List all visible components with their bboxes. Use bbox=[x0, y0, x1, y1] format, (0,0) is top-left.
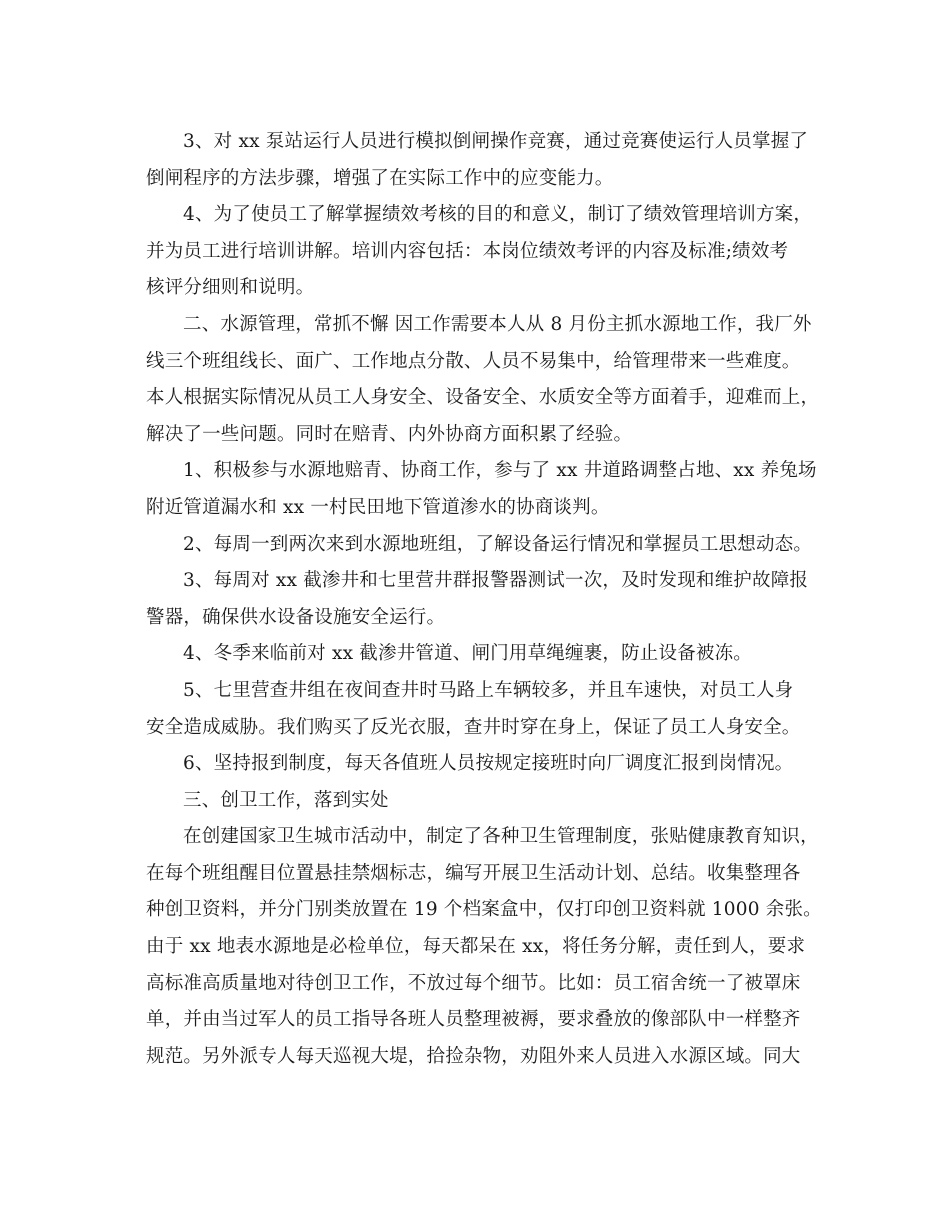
paragraph-line: 本人根据实际情况从员工人身安全、设备安全、水质安全等方面着手，迎难而上， bbox=[146, 387, 820, 409]
paragraph-line: 倒闸程序的方法步骤，增强了在实际工作中的应变能力。 bbox=[146, 167, 614, 189]
paragraph-first-line: 2、每周一到两次来到水源地班组，了解设备运行情况和掌握员工思想动态。 bbox=[183, 533, 813, 555]
paragraph-line: 附近管道漏水和 xx 一村民田地下管道渗水的协商谈判。 bbox=[146, 496, 610, 518]
paragraph bbox=[146, 453, 817, 526]
paragraph-line: 种创卫资料，并分门别类放置在 19 个档案盒中，仅打印创卫资料就 1000 余张。 bbox=[146, 899, 822, 921]
paragraph-line: 高标准高质量地对待创卫工作，不放过每个细节。比如：员工宿舍统一了被罩床 bbox=[146, 972, 801, 994]
paragraph-first-line: 4、冬季来临前对 xx 截渗井管道、闸门用草绳缠裹，防止设备被冻。 bbox=[183, 643, 753, 665]
paragraph bbox=[146, 746, 814, 783]
paragraph-first-line: 二、水源管理，常抓不懈 因工作需要本人从 8 月份主抓水源地工作，我厂外 bbox=[183, 313, 812, 335]
paragraph-line: 线三个班组线长、面广、工作地点分散、人员不易集中，给管理带来一些难度。 bbox=[146, 350, 801, 372]
paragraph-line: 由于 xx 地表水源地是必检单位，每天都呆在 xx，将任务分解，责任到人，要求 bbox=[146, 936, 806, 958]
paragraph bbox=[146, 819, 822, 1075]
paragraph-line: 单，并由当过军人的员工指导各班人员整理被褥，要求叠放的像部队中一样整齐 bbox=[146, 1009, 801, 1031]
paragraph-line: 核评分细则和说明。 bbox=[146, 277, 315, 299]
paragraph-first-line: 在创建国家卫生城市活动中，制定了各种卫生管理制度，张贴健康教育知识， bbox=[183, 826, 819, 848]
document-body bbox=[146, 124, 822, 1075]
paragraph bbox=[146, 783, 814, 820]
paragraph-first-line: 3、每周对 xx 截渗井和七里营井群报警器测试一次，及时发现和维护故障报 bbox=[183, 570, 809, 592]
paragraph bbox=[146, 197, 814, 307]
paragraph-line: 解决了一些问题。同时在赔青、内外协商方面积累了经验。 bbox=[146, 423, 633, 445]
paragraph-first-line: 6、坚持报到制度，每天各值班人员按规定接班时向厂调度汇报到岗情况。 bbox=[183, 753, 794, 775]
paragraph bbox=[146, 124, 814, 197]
paragraph-line: 警器，确保供水设备设施安全运行。 bbox=[146, 606, 446, 628]
paragraph-first-line: 三、创卫工作，落到实处 bbox=[183, 789, 389, 811]
paragraph-first-line: 3、对 xx 泵站运行人员进行模拟倒闸操作竞赛，通过竞赛使运行人员掌握了 bbox=[183, 131, 809, 152]
paragraph-first-line: 5、七里营查井组在夜间查井时马路上车辆较多，并且车速快，对员工人身 bbox=[183, 679, 794, 701]
paragraph-line: 并为员工进行培训讲解。培训内容包括：本岗位绩效考评的内容及标准;绩效考 bbox=[146, 240, 789, 262]
paragraph-line: 规范。另外派专人每天巡视大堤，拾捡杂物，劝阻外来人员进入水源区域。同大 bbox=[146, 1045, 801, 1067]
paragraph bbox=[146, 527, 814, 564]
paragraph bbox=[146, 307, 820, 453]
paragraph bbox=[146, 563, 814, 636]
paragraph-first-line: 1、积极参与水源地赔青、协商工作，参与了 xx 井道路调整占地、xx 养兔场 bbox=[183, 460, 817, 482]
paragraph-line: 安全造成威胁。我们购买了反光衣服，查井时穿在身上，保证了员工人身安全。 bbox=[146, 716, 801, 738]
paragraph-first-line: 4、为了使员工了解掌握绩效考核的目的和意义，制订了绩效管理培训方案， bbox=[183, 204, 813, 226]
paragraph bbox=[146, 636, 814, 673]
paragraph bbox=[146, 673, 814, 746]
paragraph-line: 在每个班组醒目位置悬挂禁烟标志，编写开展卫生活动计划、总结。收集整理各 bbox=[146, 862, 801, 884]
